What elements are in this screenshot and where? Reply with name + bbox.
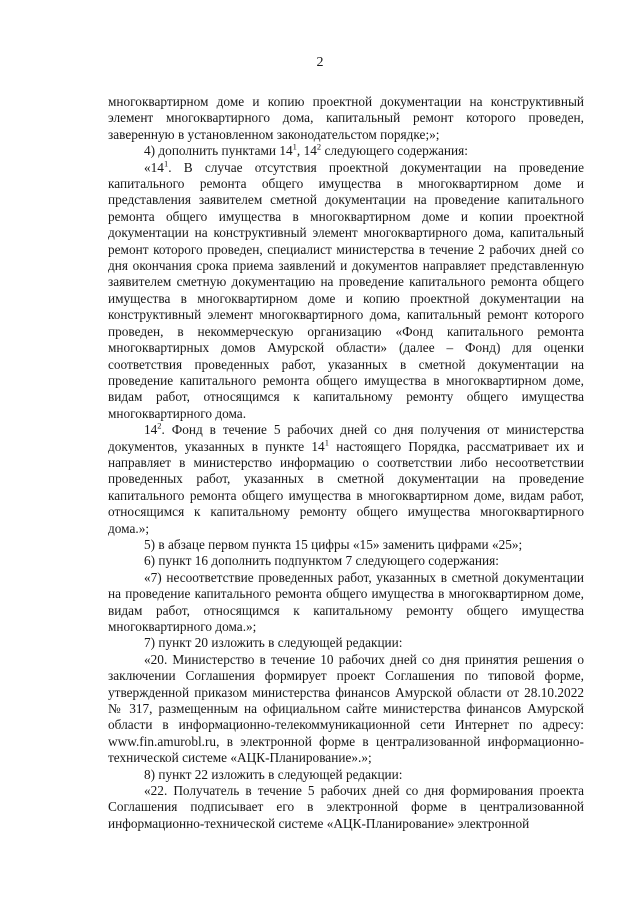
paragraph-text: 8) пункт 22 изложить в следующей редакции:	[144, 766, 403, 782]
paragraph-text: , 14	[296, 143, 317, 159]
paragraph	[108, 537, 584, 553]
paragraph-text: многоквартирном доме и копию проектной документации на конструктивный элемент многоквартирного дома, капитальный ремонт которого проведен, заверенную в установленном законодательстом порядке;»;	[108, 94, 584, 142]
paragraph-text: 5) в абзаце первом пункта 15 цифры «15» заменить цифрами «25»;	[144, 536, 523, 552]
superscript: 1	[292, 141, 297, 152]
paragraph-text: 6) пункт 16 дополнить подпунктом 7 следующего содержания:	[144, 553, 499, 569]
body-text	[108, 94, 584, 832]
paragraph-text: «22. Получатель в течение 5 рабочих дней со дня формирования проекта Соглашения подписывает его в электронной форме в централизованной информационно-технической системе «АЦК-Планирование» электронной	[108, 783, 584, 831]
paragraph-text: . Фонд в течение 5 рабочих дней со дня получения от министерства документов, указанных в пункте 14	[108, 422, 584, 454]
page-number: 2	[316, 55, 324, 70]
paragraph	[108, 635, 584, 651]
paragraph	[108, 143, 584, 159]
paragraph	[108, 553, 584, 569]
paragraph-text: настоящего Порядка, рассматривает их и направляет в министерство информацию о соответствии либо несоответствии проведенных работ, указанных в сметной документации на проведение капитального ремонта общего имущества в многоквартирном доме, видам работ, относящимся к капитальному ремонту общего имущества многоквартирного дома.»;	[108, 438, 584, 536]
paragraph	[108, 160, 584, 423]
paragraph-text: «14	[144, 159, 164, 175]
paragraph-text: «7) несоответствие проведенных работ, указанных в сметной документации на проведение капитального ремонта общего имущества в многоквартирном доме, видам работ, относящимся к капитальному ремонту общего имущества многоквартирного дома.»;	[108, 569, 584, 634]
paragraph	[108, 422, 584, 537]
paragraph-text: следующего содержания:	[321, 143, 468, 159]
paragraph-text: 7) пункт 20 изложить в следующей редакции:	[144, 635, 403, 651]
paragraph	[108, 783, 584, 832]
superscript: 2	[316, 141, 322, 152]
paragraph	[108, 570, 584, 636]
superscript: 1	[163, 158, 169, 169]
paragraph-text: . В случае отсутствия проектной документации на проведение капитального ремонта общего имущества в многоквартирном доме и представления заявителем сметной документации на проведение капитального ремонта общего имущества в многоквартирном доме и копии проектной документации на конструктивный элемент многоквартирного дома, капитальный ремонт которого проведен, специалист министерства в течение 2 рабочих дней со дня окончания срока приема заявлений и документов направляет представленную заявителем сметную документацию на проведение капитального ремонта общего имущества в многоквартирном доме и копию проектной документации на конструктивный элемент многоквартирного дома, капитальный ремонт которого проведен, в некоммерческую организацию «Фонд капитального ремонта многоквартирных домов Амурской области» (далее – Фонд) для оценки соответствия проведенных работ, указанных в сметной документации на проведение капитального ремонта общего имущества в многоквартирном доме, видам работ, относящимся к капитальному ремонту общего имущества многоквартирного дома.	[108, 159, 584, 421]
paragraph-text: 14	[144, 422, 158, 438]
superscript: 2	[157, 420, 162, 431]
paragraph	[108, 94, 584, 143]
paragraph	[108, 652, 584, 767]
superscript: 1	[324, 437, 329, 448]
paragraph-text: «20. Министерство в течение 10 рабочих дней со дня принятия решения о заключении Соглашения формирует проект Соглашения по типовой форме, утвержденной приказом министерства финансов Амурской области от 28.10.2022 № 317, размещенным на официальном сайте министерства финансов Амурской области в информационно-телекоммуникационной сети Интернет по адресу: www.fin.amurobl.ru, в электронной форме в централизованной информационно-технической системе «АЦК-Планирование».»;	[108, 651, 584, 766]
paragraph-text: 4) дополнить пунктами 14	[144, 143, 293, 159]
paragraph	[108, 767, 584, 783]
